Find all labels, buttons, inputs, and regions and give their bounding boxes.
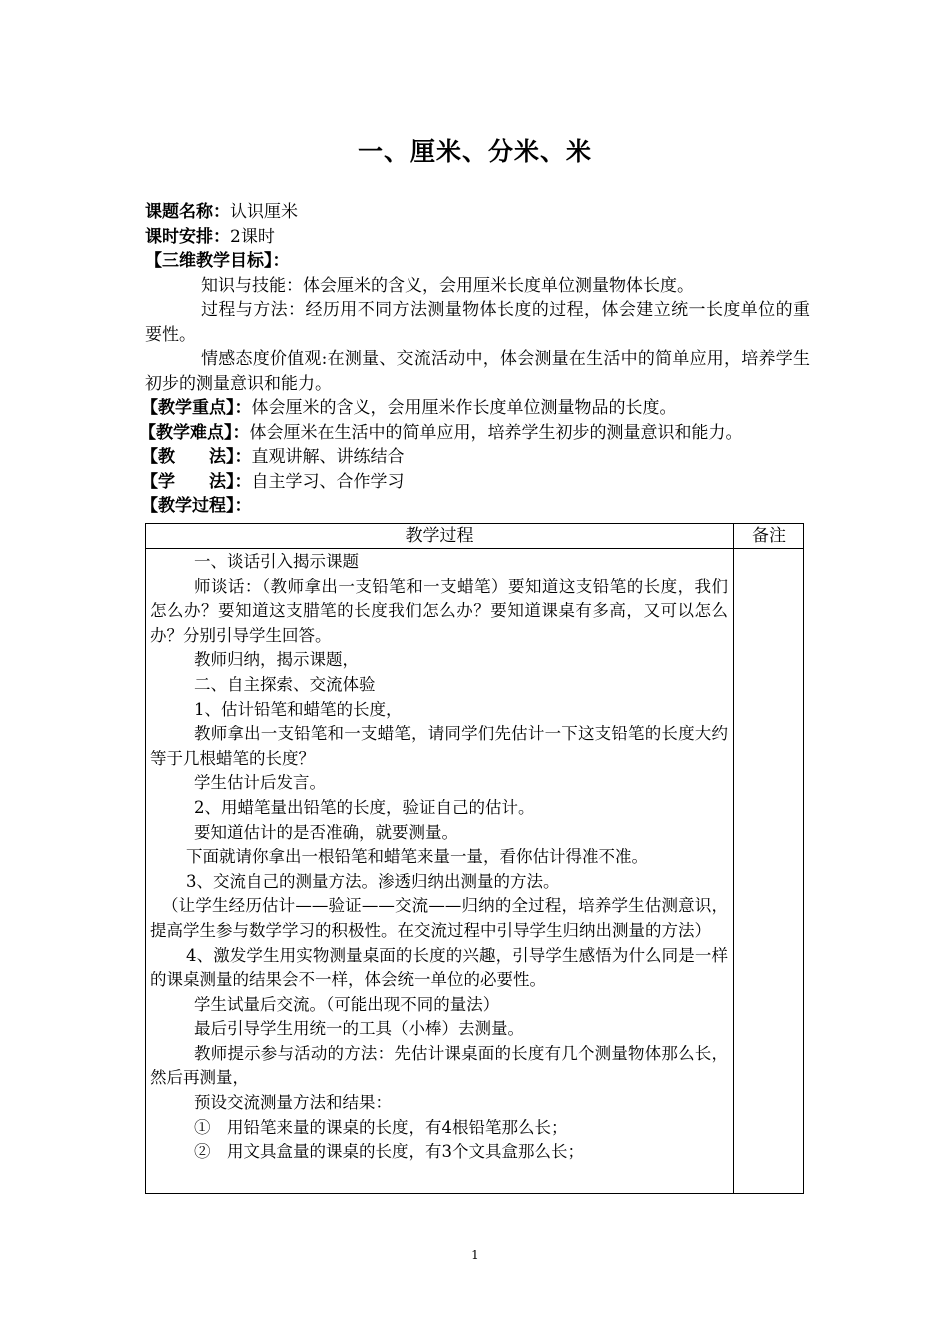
process-line: 3、交流自己的测量方法。渗透归纳出测量的方法。 xyxy=(186,871,560,891)
topic-label: 课题名称： xyxy=(145,202,230,222)
table-header-notes: 备注 xyxy=(752,526,786,546)
process-line: ① 用铅笔来量的课桌的长度，有4根铅笔那么长； xyxy=(194,1117,568,1137)
process-line: 要知道估计的是否准确，就要测量。 xyxy=(194,822,458,842)
goals-heading: 【三维教学目标】： xyxy=(145,251,290,271)
goal-process: 过程与方法：经历用不同方法测量物体长度的过程，体会建立统一长度单位的重要性。 xyxy=(145,300,810,345)
process-heading: 【教学过程】： xyxy=(141,496,252,516)
difficulty-line: 【教学难点】：体会厘米在生活中的简单应用，培养学生初步的测量意识和能力。 xyxy=(139,422,743,443)
process-line: 师谈话：（教师拿出一支铅笔和一支蜡笔）要知道这支铅笔的长度，我们怎么办？要知道这支腊笔的长度我们怎么办？要知道课桌有多高，又可以怎么办？分别引导学生回答。 xyxy=(150,576,728,645)
process-line: 一、谈话引入揭示课题 xyxy=(194,552,359,571)
hours-value: 2课时 xyxy=(230,226,275,247)
page-title: 一、厘米、分米、米 xyxy=(357,137,592,166)
table-header-process: 教学过程 xyxy=(405,526,474,546)
process-line: 学生试量后交流。（可能出现不同的量法） xyxy=(194,994,500,1014)
lesson-meta xyxy=(139,200,810,519)
topic-line xyxy=(145,200,810,225)
hours-label: 课时安排： xyxy=(145,226,230,247)
process-line: 教师拿出一支铅笔和一支蜡笔，请同学们先估计一下这支铅笔的长度大约等于几根蜡笔的长度？ xyxy=(150,724,728,768)
teach-method-line: 【教 法】：直观讲解、讲练结合 xyxy=(141,447,405,467)
table-header-divider xyxy=(146,548,803,549)
table-column-divider xyxy=(733,524,734,1193)
topic-value: 认识厘米 xyxy=(230,202,298,222)
goal-attitude: 情感态度价值观:在测量、交流活动中，体会测量在生活中的简单应用，培养学生初步的测量意识和能力。 xyxy=(145,349,810,394)
process-line: 下面就请你拿出一根铅笔和蜡笔来量一量，看你估计得准不准。 xyxy=(186,847,648,867)
table-process-content xyxy=(150,550,728,1165)
process-line: 教师归纳，揭示课题， xyxy=(194,650,359,670)
process-line: 预设交流测量方法和结果： xyxy=(194,1093,392,1113)
process-line: 4、激发学生用实物测量桌面的长度的兴趣，引导学生感悟为什么同是一样的课桌测量的结果会不一样，体会统一单位的必要性。 xyxy=(150,945,728,990)
goal-knowledge: 知识与技能：体会厘米的含义，会用厘米长度单位测量物体长度。 xyxy=(201,275,694,296)
process-line: 学生估计后发言。 xyxy=(194,773,326,793)
process-line: 1、估计铅笔和蜡笔的长度， xyxy=(194,699,403,719)
process-table xyxy=(145,523,804,1194)
process-line: 最后引导学生用统一的工具（小棒）去测量。 xyxy=(194,1019,524,1039)
process-line: ② 用文具盒量的课桌的长度，有3个文具盒那么长； xyxy=(194,1142,584,1162)
key-point-line: 【教学重点】：体会厘米的含义，会用厘米作长度单位测量物品的长度。 xyxy=(141,398,677,418)
hours-line xyxy=(145,225,810,250)
process-line: 2、用蜡笔量出铅笔的长度，验证自己的估计。 xyxy=(194,797,535,817)
process-line: 教师提示参与活动的方法：先估计课桌面的长度有几个测量物体那么长，然后再测量， xyxy=(150,1043,728,1088)
learn-method-line: 【学 法】：自主学习、合作学习 xyxy=(141,471,405,492)
process-line: （让学生经历估计——验证——交流——归纳的全过程，培养学生估测意识，提高学生参与数学学习的积极性。在交流过程中引导学生归纳出测量的方法） xyxy=(150,896,728,940)
page-number: 1 xyxy=(471,1248,479,1262)
process-line: 二、自主探索、交流体验 xyxy=(194,674,376,694)
